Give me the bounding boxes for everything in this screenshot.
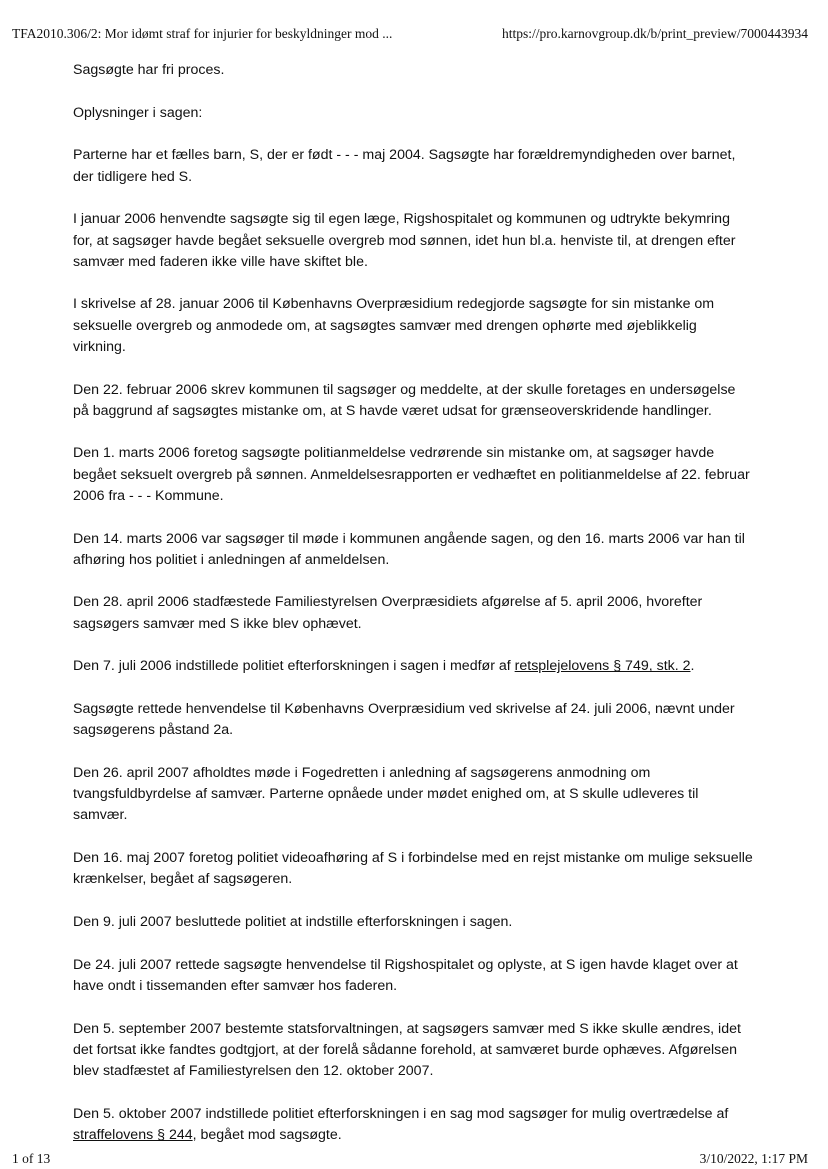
paragraph: Den 5. september 2007 bestemte statsforvaltningen, at sagsøgers samvær med S ikke skulle ændres, idet det fortsat ikke fandtes godtgjort, at der forelå sådanne forehold, at samværet burde ophæves. Afgørelsen blev stadfæstet af Familiestyrelsen den 12. oktober 2007.: [73, 1020, 741, 1079]
paragraph: I januar 2006 henvendte sagsøgte sig til egen læge, Rigshospitalet og kommunen og udtrykte bekymring for, at sagsøger havde begået seksuelle overgreb mod sønnen, idet hun bl.a. henviste til, at drengen efter samvær med faderen ikke ville have skiftet ble.: [73, 211, 736, 270]
paragraph: Den 28. april 2006 stadfæstede Familiestyrelsen Overpræsidiets afgørelse af 5. april 2006, hvorefter sagsøgers samvær med S ikke blev ophævet.: [73, 594, 703, 632]
paragraph-text: .: [690, 658, 695, 675]
paragraph: Den 1. marts 2006 foretog sagsøgte politianmeldelse vedrørende sin mistanke om, at sagsøger havde begået seksuelt overgreb på sønnen. Anmeldelsesrapporten er vedhæftet en politianmeldelse af 22. februar 2006 fra - - - Kommune.: [73, 445, 750, 504]
print-datetime: 3/10/2022, 1:17 PM: [699, 1151, 808, 1166]
print-header: [12, 26, 808, 44]
print-footer: [12, 1151, 808, 1169]
paragraph-text: Den 7. juli 2006 indstillede politiet efterforskningen i sagen i medfør af: [73, 658, 515, 675]
paragraph: Den 9. juli 2007 besluttede politiet at indstille efterforskningen i sagen.: [73, 913, 513, 930]
paragraph: I skrivelse af 28. januar 2006 til Københavns Overpræsidium redegjorde sagsøgte for sin mistanke om seksuelle overgreb og anmodede om, at sagsøgtes samvær med drengen ophørte med øjeblikkelig virkning.: [73, 296, 715, 355]
paragraph: Parterne har et fælles barn, S, der er født - - - maj 2004. Sagsøgte har forældremyndigheden over barnet, der tidligere hed S.: [73, 147, 736, 185]
law-reference-link[interactable]: straffelovens § 244: [73, 1126, 193, 1143]
document-title: TFA2010.306/2: Mor idømt straf for injurier for beskyldninger mod ...: [12, 26, 393, 41]
paragraph: Sagsøgte rettede henvendelse til Københavns Overpræsidium ved skrivelse af 24. juli 2006, nævnt under sagsøgerens påstand 2a.: [73, 701, 735, 739]
page-number: 1 of 13: [12, 1151, 51, 1166]
paragraph-text: Den 5. oktober 2007 indstillede politiet efterforskningen i en sag mod sagsøger for mulig overtrædelse af: [73, 1105, 729, 1122]
paragraph: De 24. juli 2007 rettede sagsøgte henvendelse til Rigshospitalet og oplyste, at S igen havde klaget over at have ondt i tissemanden efter samvær hos faderen.: [73, 956, 738, 994]
paragraph: Den 14. marts 2006 var sagsøger til møde i kommunen angående sagen, og den 16. marts 2006 var han til afhøring hos politiet i anledningen af anmeldelsen.: [73, 530, 745, 568]
paragraph: Den 22. februar 2006 skrev kommunen til sagsøger og meddelte, at der skulle foretages en undersøgelse på baggrund af sagsøgtes mistanke om, at S havde været udsat for grænseoverskridende handlinger.: [73, 381, 736, 419]
paragraph: Sagsøgte har fri proces.: [73, 62, 225, 78]
law-reference-link[interactable]: retsplejelovens § 749, stk. 2: [514, 658, 691, 675]
paragraph-text: , begået mod sagsøgte.: [192, 1126, 342, 1143]
section-heading: Oplysninger i sagen:: [73, 104, 203, 121]
document-body: [73, 60, 753, 1168]
paragraph: Den 26. april 2007 afholdtes møde i Fogedretten i anledning af sagsøgerens anmodning om tvangsfuldbyrdelse af samvær. Parterne opnåede under mødet enighed om, at S skulle udleveres til samvær.: [73, 764, 699, 824]
paragraph: Den 16. maj 2007 foretog politiet videoafhøring af S i forbindelse med en rejst mistanke om mulige seksuelle krænkelser, begået af sagsøgeren.: [73, 850, 753, 888]
paragraph-with-law-link: [73, 1104, 753, 1146]
paragraph-with-law-link: [73, 656, 753, 677]
page-url: https://pro.karnovgroup.dk/b/print_preview/7000443934: [502, 26, 808, 41]
